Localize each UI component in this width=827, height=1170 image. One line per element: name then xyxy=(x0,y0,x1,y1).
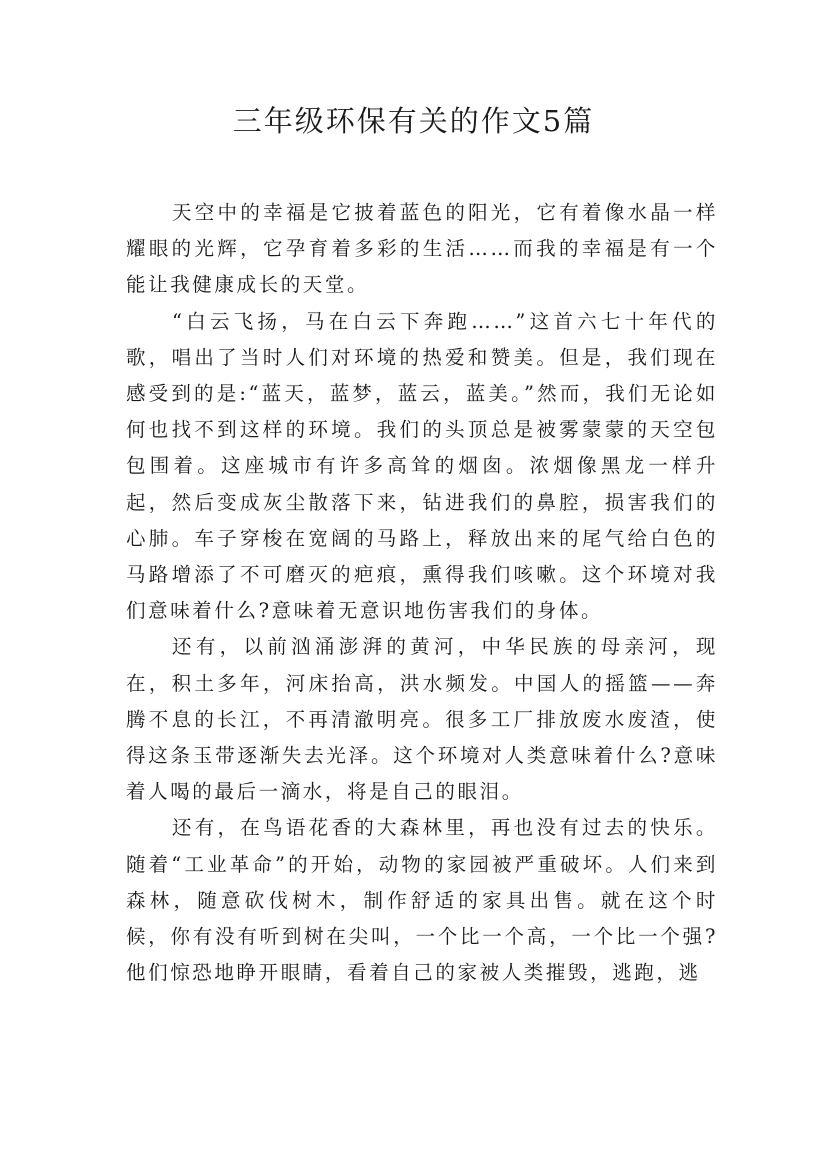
document-body xyxy=(126,195,718,991)
paragraph: 天空中的幸福是它披着蓝色的阳光，它有着像水晶一样耀眼的光辉，它孕育着多彩的生活……而我的幸福是有一个能让我健康成长的天堂。 xyxy=(126,201,718,297)
paragraph: 还有，在鸟语花香的大森林里，再也没有过去的快乐。随着“工业革命”的开始，动物的家园被严重破坏。人们来到森林，随意砍伐树木，制作舒适的家具出售。就在这个时候，你有没有听到树在尖叫，一个比一个高，一个比一个强?他们惊恐地睁开眼睛，看着自己的家被人类摧毁，逃跑，逃 xyxy=(126,816,718,985)
paragraph: “白云飞扬，马在白云下奔跑……”这首六七十年代的歌，唱出了当时人们对环境的热爱和赞美。但是，我们现在感受到的是:“蓝天，蓝梦，蓝云，蓝美。”然而，我们无论如何也找不到这样的环境。我们的头顶总是被雾蒙蒙的天空包包围着。这座城市有许多高耸的烟囱。浓烟像黑龙一样升起，然后变成灰尘散落下来，钻进我们的鼻腔，损害我们的心肺。车子穿梭在宽阔的马路上，释放出来的尾气给白色的马路增添了不可磨灭的疤痕，熏得我们咳嗽。这个环境对我们意味着什么?意味着无意识地伤害我们的身体。 xyxy=(126,309,718,623)
paragraph: 还有，以前汹涌澎湃的黄河，中华民族的母亲河，现在，积土多年，河床抬高，洪水频发。中国人的摇篮——奔腾不息的长江，不再清澈明亮。很多工厂排放废水废渣，使得这条玉带逐渐失去光泽。这个环境对人类意味着什么?意味着人喝的最后一滴水，将是自己的眼泪。 xyxy=(126,635,718,804)
document-title: 三年级环保有关的作文5篇 xyxy=(232,104,595,138)
